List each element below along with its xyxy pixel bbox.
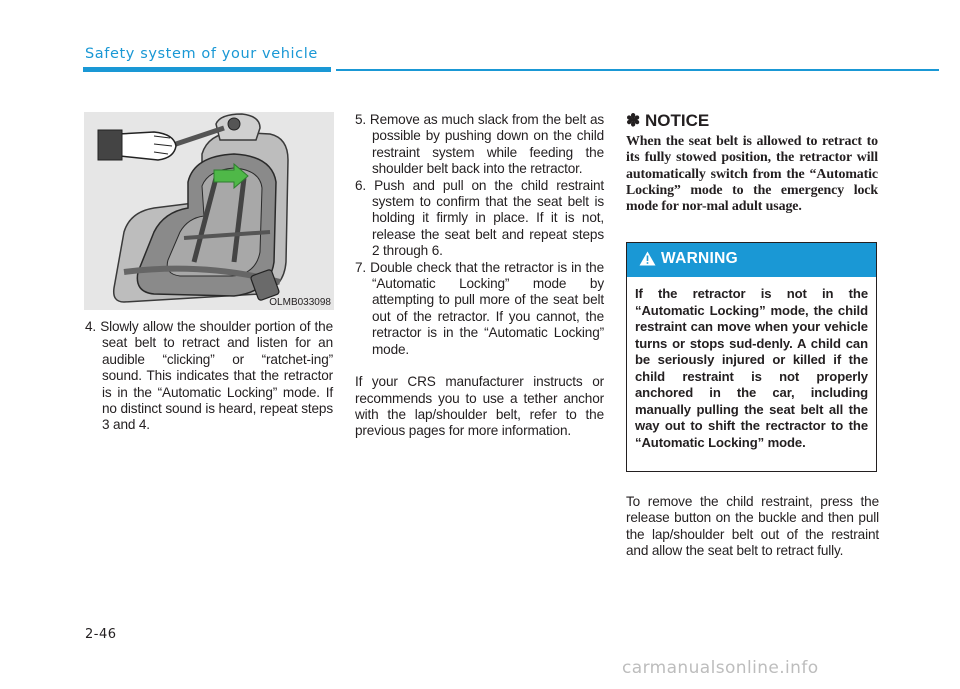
step-5: [355, 112, 604, 178]
step-number: 5.: [355, 112, 367, 127]
steps-column: [355, 112, 604, 440]
step-number: 4.: [85, 319, 97, 334]
header-rule-thin: [336, 69, 939, 71]
warning-body: If the retractor is not in the “Automatic Locking” mode, the child restraint can move when your vehicle turns or stops sud-denly. A child can be seriously injured or killed if the child restraint is not properly anchored in the car, including manually pulling the seat belt all the way out to shift the rectractor to the “Automatic Locking” mode.: [635, 286, 868, 450]
notice-body: When the seat belt is allowed to retract to its fully stowed position, the retractor will automatically switch from the “Automatic Locking” mode to the emergency lock mode for nor-mal adult usage.: [626, 134, 878, 215]
step-6: [355, 178, 604, 260]
remove-paragraph: To remove the child restraint, press the release button on the buckle and then pull the lap/shoulder belt out of the restraint and allow the seat belt to retract fully.: [626, 494, 879, 559]
child-seat-illustration: [84, 112, 334, 310]
step-text: Remove as much slack from the belt as possible by pushing down on the child restraint system while feeding the shoulder belt back into the retractor.: [369, 112, 604, 177]
warning-header: [627, 243, 876, 277]
watermark: carmanualsonline.info: [622, 658, 819, 678]
notice-title: ✽ NOTICE: [626, 111, 710, 130]
figure-code: OLMB033098: [269, 297, 331, 308]
step-text: Slowly allow the shoulder portion of the seat belt to retract and listen for an audible “clicking” or “ratchet-ing” sound. This indicates that the retractor is in the “Automatic Locking” mode. If no distinct sound is heard, repeat steps 3 and 4.: [100, 319, 333, 433]
step-number: 7.: [355, 259, 367, 275]
warning-title: WARNING: [661, 250, 739, 267]
step-number: 6.: [355, 177, 367, 193]
step-text: Double check that the retractor is in the “Automatic Locking” mode by attempting to pull more of the seat belt out of the retractor. If you cannot, the retractor is in the “Automatic Locking” mode.: [370, 259, 604, 357]
page-number: 2-46: [85, 627, 117, 642]
step-text: Push and pull on the child restraint system to confirm that the seat belt is holding it firmly in place. If it is not, release the seat belt and repeat steps 2 through 6.: [372, 177, 604, 259]
warning-triangle-icon: [639, 251, 656, 266]
section-title: Safety system of your vehicle: [85, 46, 318, 62]
step-4: [85, 319, 333, 434]
child-seat-drawing: [84, 112, 334, 310]
warning-box: [626, 242, 877, 472]
crs-paragraph: If your CRS manufacturer instructs or recommends you to use a tether anchor with the lap/shoulder belt, refer to the previous pages for more information.: [355, 374, 604, 439]
header-rule-thick: [83, 67, 331, 72]
step-7: [355, 260, 604, 358]
